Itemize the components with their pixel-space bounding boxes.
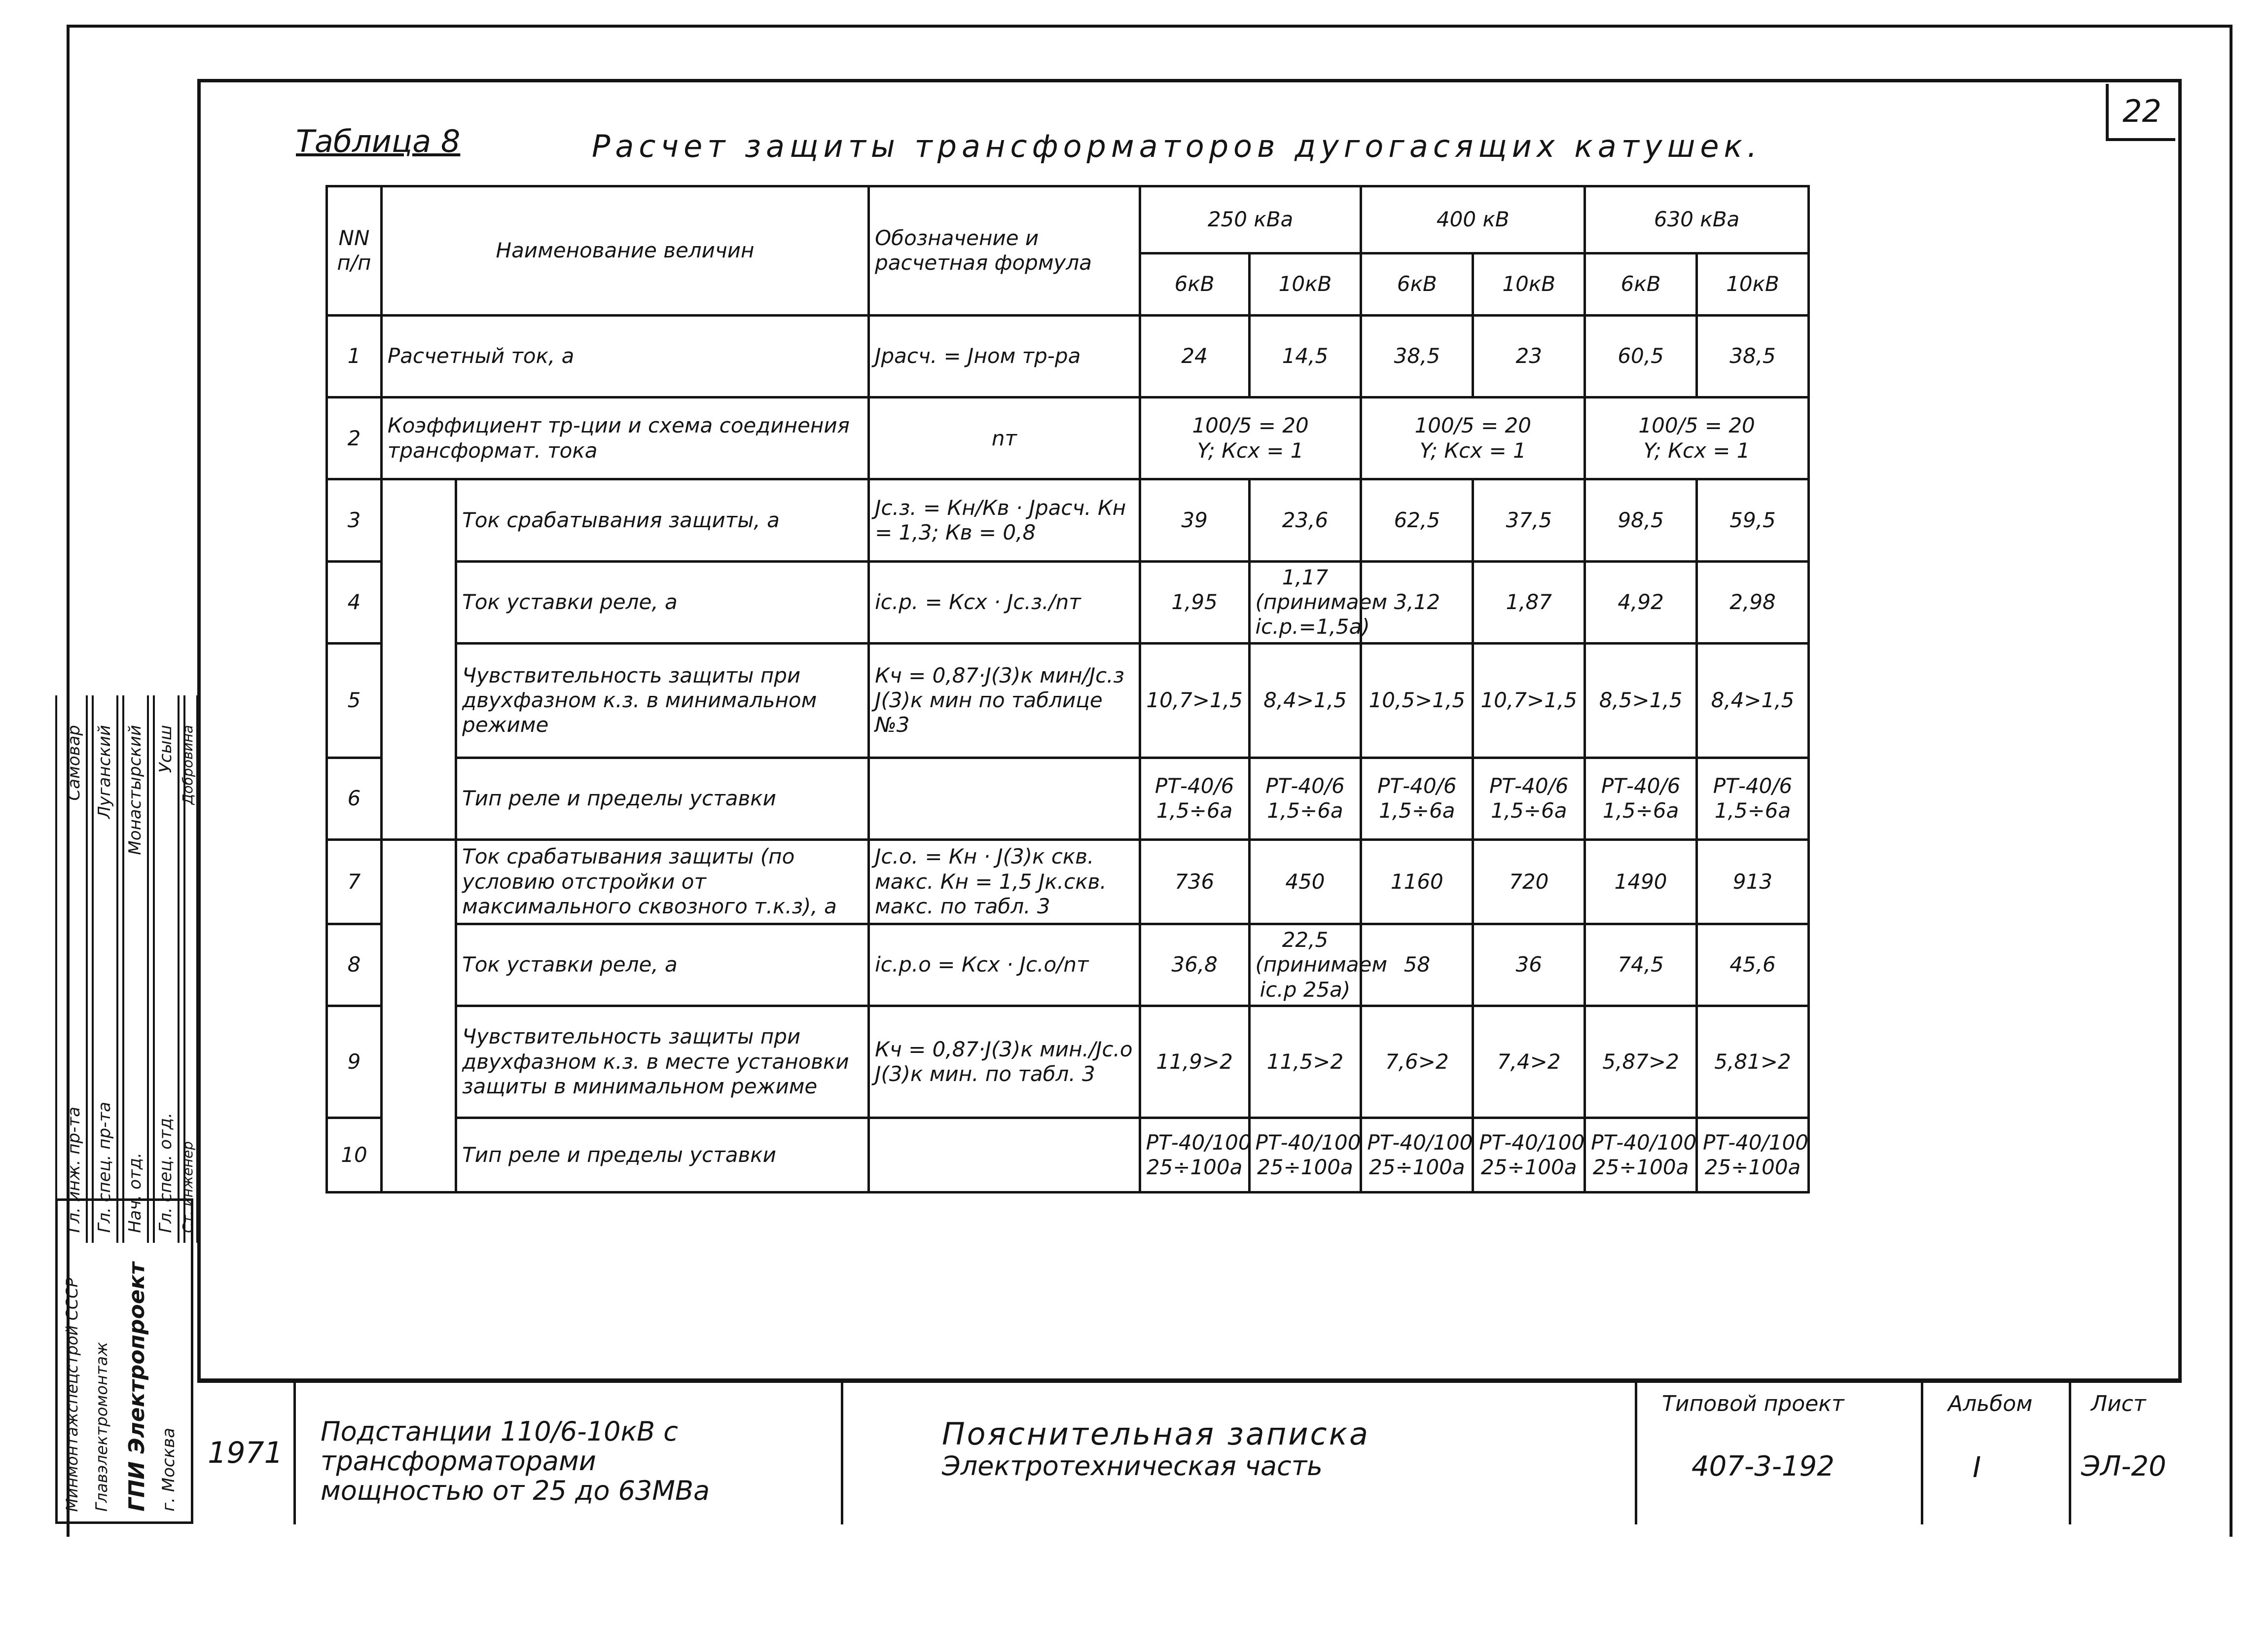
doc-title-line: Электротехническая часть [942,1450,1323,1482]
protection-calc-table [325,185,1810,1193]
organization-block [55,1198,193,1524]
header-formula: Обозначение и расчетная формула [869,186,1140,316]
typ-value: 407-3-192 [1692,1450,1835,1482]
table-row [327,315,1809,397]
cell-value: 39 [1140,479,1249,561]
sheet-value: ЭЛ-20 [2081,1450,2166,1482]
row-name: Чувствительность защиты при двухфазном к.з. в месте установки защиты в минимальном режиме [456,1006,869,1118]
sheet [2071,1381,2178,1524]
cell-value: 36,8 [1140,924,1249,1006]
row-number: 2 [327,398,382,479]
cell-value: 24 [1140,315,1249,397]
cell-value: 7,4>2 [1473,1006,1585,1118]
cell-merged: 100/5 = 20 Y; Ксх = 1 [1361,398,1585,479]
header-group: 400 кВ [1361,186,1585,253]
cell-value: 62,5 [1361,479,1473,561]
cell-value: 36 [1473,924,1585,1006]
stamp-name: Усыш [156,725,176,773]
cell-value: 720 [1473,839,1585,924]
project-title [296,1381,843,1524]
cell-merged: 100/5 = 20 Y; Ксх = 1 [1140,398,1361,479]
row-formula: iс.р.о = Ксх · Jс.о/nт [869,924,1140,1006]
header-voltage: 10кВ [1697,253,1809,316]
header-name: Наименование величин [381,186,868,316]
cell-value: 736 [1140,839,1249,924]
row-number: 5 [327,643,382,758]
stamp-role: Гл. спец. отд. [156,1113,176,1233]
row-number: 4 [327,561,382,643]
table-row [327,1118,1809,1192]
cell-value: РТ-40/100 25÷100а [1473,1118,1585,1192]
row-number: 8 [327,924,382,1006]
table-row [327,479,1809,561]
cell-value: 5,81>2 [1697,1006,1809,1118]
row-name: Тип реле и пределы уставки [456,758,869,839]
cell-value: 450 [1249,839,1361,924]
cell-value: РТ-40/6 1,5÷6а [1585,758,1697,839]
row-name: Ток срабатывания защиты, а [456,479,869,561]
group-label-max-current [381,479,456,839]
project-title-line: Подстанции 110/6-10кВ с [321,1416,678,1447]
stamp-name: Самовар [64,725,84,801]
document-title [843,1381,1637,1524]
header-voltage: 6кВ [1361,253,1473,316]
cell-value: РТ-40/100 25÷100а [1140,1118,1249,1192]
cell-value: 1,17 (принимаем iс.р.=1,5а) [1249,561,1361,643]
sheet-number: 22 [2106,84,2175,141]
row-name: Коэффициент тр-ции и схема соединения трансформат. тока [381,398,868,479]
typical-project [1637,1381,1923,1524]
table-row [327,561,1809,643]
cell-value: 10,7>1,5 [1473,643,1585,758]
cell-value: 98,5 [1585,479,1697,561]
cell-value: 8,4>1,5 [1249,643,1361,758]
cell-value: РТ-40/6 1,5÷6а [1249,758,1361,839]
row-name: Ток срабатывания защиты (по условию отстройки от максимального сквозного т.к.з), а [456,839,869,924]
table-title [296,123,2071,173]
cell-value: 14,5 [1249,315,1361,397]
row-name: Ток уставки реле, а [456,561,869,643]
cell-value: 2,98 [1697,561,1809,643]
row-formula: Кч = 0,87·J(3)к мин./Jс.о J(3)к мин. по табл. 3 [869,1006,1140,1118]
stamp-role: Гл. инж. пр-та [64,1107,84,1233]
row-number: 6 [327,758,382,839]
cell-value: 38,5 [1697,315,1809,397]
org-line: г. Москва [159,1428,179,1512]
header-group: 630 кВа [1585,186,1809,253]
cell-value: РТ-40/6 1,5÷6а [1697,758,1809,839]
cell-merged: 100/5 = 20 Y; Ксх = 1 [1585,398,1809,479]
table-row [327,1006,1809,1118]
cell-value: 23,6 [1249,479,1361,561]
cell-value: 7,6>2 [1361,1006,1473,1118]
album-value: I [1973,1450,1981,1484]
row-formula [869,758,1140,839]
row-name: Расчетный ток, а [381,315,868,397]
cell-value: 37,5 [1473,479,1585,561]
header-voltage: 6кВ [1585,253,1697,316]
cell-value: РТ-40/6 1,5÷6а [1140,758,1249,839]
stamp-role: Нач. отд. [125,1152,145,1233]
table-caption: Расчет защиты трансформаторов дугогасящих катушек. [592,128,1762,164]
cell-value: 11,5>2 [1249,1006,1361,1118]
row-formula: Jрасч. = Jном тр-ра [869,315,1140,397]
cell-value: 1,87 [1473,561,1585,643]
row-number: 10 [327,1118,382,1192]
row-formula: Jс.з. = Кн/Кв · Jрасч. Кн = 1,3; Кв = 0,8 [869,479,1140,561]
cell-value: 11,9>2 [1140,1006,1249,1118]
header-nn: NN п/п [327,186,382,316]
cell-value: 22,5 (принимаем iс.р 25а) [1249,924,1361,1006]
album-label: Альбом [1948,1391,2033,1416]
header-voltage: 10кВ [1473,253,1585,316]
stamp-role: Ст. инженер [180,1141,196,1233]
cell-value: 10,7>1,5 [1140,643,1249,758]
header-group: 250 кВа [1140,186,1361,253]
row-formula: Кч = 0,87·J(3)к мин/Jс.з J(3)к мин по таблице №3 [869,643,1140,758]
cell-value: 45,6 [1697,924,1809,1006]
org-line: Главэлектромонтаж [92,1341,111,1512]
stamp-name: Луганский [95,725,114,819]
album [1923,1381,2071,1524]
group-label-instant [381,839,456,1192]
row-formula: iс.р. = Ксх · Jс.з./nт [869,561,1140,643]
cell-value: 913 [1697,839,1809,924]
table-row [327,924,1809,1006]
row-number: 1 [327,315,382,397]
year: 1971 [197,1381,296,1524]
cell-value: РТ-40/6 1,5÷6а [1473,758,1585,839]
cell-value: 10,5>1,5 [1361,643,1473,758]
cell-value: 60,5 [1585,315,1697,397]
cell-value: РТ-40/100 25÷100а [1361,1118,1473,1192]
row-name: Ток уставки реле, а [456,924,869,1006]
stamp-name: Добровина [180,725,196,805]
cell-value: 58 [1361,924,1473,1006]
row-number: 9 [327,1006,382,1118]
stamp-name: Монастырский [125,725,145,855]
table-row [327,643,1809,758]
cell-value: РТ-40/100 25÷100а [1697,1118,1809,1192]
cell-value: 4,92 [1585,561,1697,643]
project-title-line: трансформаторами [321,1446,596,1477]
table-number: Таблица 8 [296,123,461,159]
header-voltage: 10кВ [1249,253,1361,316]
row-number: 7 [327,839,382,924]
doc-title-line: Пояснительная записка [942,1416,1370,1452]
org-line: ГПИ Электропроект [124,1262,149,1512]
cell-value: 8,5>1,5 [1585,643,1697,758]
cell-value: 1160 [1361,839,1473,924]
stamp-role: Гл. спец. пр-та [95,1102,114,1233]
cell-value: РТ-40/100 25÷100а [1249,1118,1361,1192]
row-formula: nт [869,398,1140,479]
row-formula: Jс.о. = Кн · J(3)к скв. макс. Кн = 1,5 Jк.скв. макс. по табл. 3 [869,839,1140,924]
table-row [327,398,1809,479]
cell-value: 8,4>1,5 [1697,643,1809,758]
cell-value: 23 [1473,315,1585,397]
project-title-line: мощностью от 25 до 63МВа [321,1475,710,1506]
sheet-label: Лист [2091,1391,2146,1416]
cell-value: 1490 [1585,839,1697,924]
cell-value: 59,5 [1697,479,1809,561]
cell-value: РТ-40/100 25÷100а [1585,1118,1697,1192]
table-row [327,839,1809,924]
cell-value: 38,5 [1361,315,1473,397]
cell-value: 1,95 [1140,561,1249,643]
org-line: Минмонтажспецстрой СССР [63,1277,81,1512]
row-name: Чувствительность защиты при двухфазном к.з. в минимальном режиме [456,643,869,758]
header-voltage: 6кВ [1140,253,1249,316]
cell-value: РТ-40/6 1,5÷6а [1361,758,1473,839]
stamp-col [178,695,198,1243]
cell-value: 74,5 [1585,924,1697,1006]
title-block [197,1378,2178,1524]
row-formula [869,1118,1140,1192]
row-number: 3 [327,479,382,561]
cell-value: 5,87>2 [1585,1006,1697,1118]
cell-value: 3,12 [1361,561,1473,643]
table-row [327,758,1809,839]
typ-label: Типовой проект [1662,1391,1844,1416]
row-name: Тип реле и пределы уставки [456,1118,869,1192]
